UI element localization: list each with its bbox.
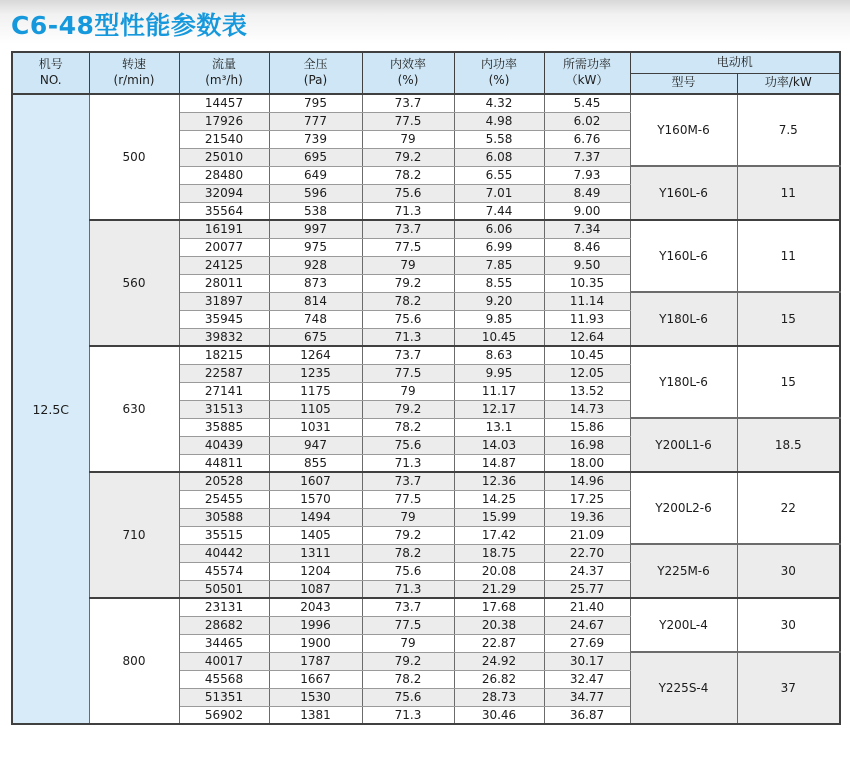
internal-power-cell: 13.1 [454,418,544,436]
required-power-cell: 12.64 [544,328,630,346]
internal-power-cell: 7.85 [454,256,544,274]
page-title: C6-48型性能参数表 [11,11,248,40]
flow-cell: 20528 [179,472,269,490]
flow-cell: 27141 [179,382,269,400]
col-header-internal-power [454,52,544,94]
internal-power-cell: 8.63 [454,346,544,364]
efficiency-cell: 73.7 [362,346,454,364]
efficiency-cell: 78.2 [362,292,454,310]
flow-cell: 30588 [179,508,269,526]
flow-cell: 35564 [179,202,269,220]
internal-power-cell: 15.99 [454,508,544,526]
machine-no-header-unit: NO. [39,73,62,87]
col-header-motor-power: 功率/kW [737,73,840,94]
header-row-1 [12,52,840,73]
internal-power-cell: 14.25 [454,490,544,508]
motor-model-cell: Y200L1-6 [630,418,737,472]
internal-power-cell: 9.20 [454,292,544,310]
efficiency-cell: 73.7 [362,220,454,238]
efficiency-cell: 77.5 [362,616,454,634]
internal-power-cell: 21.29 [454,580,544,598]
required-power-cell: 9.00 [544,202,630,220]
motor-power-cell: 11 [737,166,840,220]
required-power-cell: 17.25 [544,490,630,508]
flow-cell: 20077 [179,238,269,256]
internal-power-cell: 17.42 [454,526,544,544]
internal-power-cell: 20.08 [454,562,544,580]
required-power-cell: 36.87 [544,706,630,724]
motor-power-cell: 22 [737,472,840,544]
speed-cell: 560 [89,220,179,346]
efficiency-cell: 71.3 [362,706,454,724]
efficiency-cell: 79 [362,130,454,148]
motor-model-cell: Y180L-6 [630,292,737,346]
col-header-motor-model: 型号 [630,73,737,94]
required-power-cell: 6.76 [544,130,630,148]
internal-power-cell: 24.92 [454,652,544,670]
col-header-motor: 电动机 [630,52,840,73]
pressure-cell: 2043 [269,598,362,616]
internal-power-cell: 30.46 [454,706,544,724]
table-row [12,220,840,238]
flow-cell: 18215 [179,346,269,364]
motor-power-cell: 11 [737,220,840,292]
speed-cell: 800 [89,598,179,724]
internal-power-header-unit: (%) [488,73,510,87]
pressure-cell: 748 [269,310,362,328]
pressure-cell: 1607 [269,472,362,490]
required-power-header-label: 所需功率 [562,57,611,72]
motor-model-cell: Y225S-4 [630,652,737,724]
motor-power-cell: 37 [737,652,840,724]
motor-power-cell: 7.5 [737,94,840,166]
flow-cell: 14457 [179,94,269,112]
efficiency-cell: 71.3 [362,202,454,220]
required-power-cell: 21.40 [544,598,630,616]
flow-cell: 31513 [179,400,269,418]
required-power-cell: 25.77 [544,580,630,598]
required-power-cell: 24.37 [544,562,630,580]
speed-cell: 630 [89,346,179,472]
pressure-cell: 1494 [269,508,362,526]
motor-power-cell: 18.5 [737,418,840,472]
motor-model-cell: Y200L-4 [630,598,737,652]
table-header [12,52,840,94]
internal-power-cell: 14.03 [454,436,544,454]
col-header-required-power [544,52,630,94]
internal-power-cell: 12.17 [454,400,544,418]
efficiency-cell: 78.2 [362,418,454,436]
motor-power-cell: 15 [737,292,840,346]
required-power-cell: 32.47 [544,670,630,688]
required-power-cell: 6.02 [544,112,630,130]
internal-power-cell: 8.55 [454,274,544,292]
internal-power-cell: 14.87 [454,454,544,472]
efficiency-cell: 75.6 [362,184,454,202]
col-header-efficiency [362,52,454,94]
efficiency-header-label: 内效率 [389,57,426,72]
speed-header-unit: (r/min) [113,73,155,87]
required-power-cell: 34.77 [544,688,630,706]
flow-cell: 56902 [179,706,269,724]
flow-cell: 16191 [179,220,269,238]
pressure-header-label: 全压 [303,57,328,72]
speed-cell: 500 [89,94,179,220]
flow-cell: 40017 [179,652,269,670]
required-power-cell: 14.73 [544,400,630,418]
pressure-header-unit: (Pa) [303,73,328,87]
required-power-cell: 14.96 [544,472,630,490]
internal-power-cell: 11.17 [454,382,544,400]
pressure-cell: 928 [269,256,362,274]
flow-cell: 34465 [179,634,269,652]
efficiency-cell: 78.2 [362,670,454,688]
internal-power-cell: 6.55 [454,166,544,184]
internal-power-cell: 17.68 [454,598,544,616]
efficiency-cell: 79.2 [362,526,454,544]
required-power-cell: 15.86 [544,418,630,436]
flow-cell: 24125 [179,256,269,274]
pressure-cell: 1235 [269,364,362,382]
required-power-cell: 13.52 [544,382,630,400]
pressure-cell: 1667 [269,670,362,688]
required-power-cell: 5.45 [544,94,630,112]
flow-cell: 25010 [179,148,269,166]
efficiency-cell: 75.6 [362,562,454,580]
pressure-cell: 695 [269,148,362,166]
pressure-cell: 1175 [269,382,362,400]
internal-power-cell: 26.82 [454,670,544,688]
required-power-cell: 19.36 [544,508,630,526]
pressure-cell: 975 [269,238,362,256]
required-power-cell: 8.49 [544,184,630,202]
pressure-cell: 777 [269,112,362,130]
flow-cell: 35885 [179,418,269,436]
pressure-cell: 538 [269,202,362,220]
col-header-pressure [269,52,362,94]
efficiency-cell: 79 [362,382,454,400]
pressure-cell: 795 [269,94,362,112]
internal-power-cell: 4.32 [454,94,544,112]
table-body [12,94,840,724]
flow-cell: 28011 [179,274,269,292]
efficiency-cell: 73.7 [362,598,454,616]
flow-cell: 35515 [179,526,269,544]
table-row [12,346,840,364]
machine-no-header-label: 机号 [38,57,63,72]
required-power-header-unit: （kW） [565,73,609,87]
internal-power-cell: 4.98 [454,112,544,130]
motor-power-cell: 15 [737,346,840,418]
flow-cell: 45574 [179,562,269,580]
efficiency-cell: 79.2 [362,652,454,670]
efficiency-cell: 75.6 [362,688,454,706]
pressure-cell: 675 [269,328,362,346]
speed-header-label: 转速 [121,57,146,72]
efficiency-cell: 71.3 [362,328,454,346]
required-power-cell: 11.14 [544,292,630,310]
flow-cell: 40442 [179,544,269,562]
pressure-cell: 1031 [269,418,362,436]
pressure-cell: 873 [269,274,362,292]
internal-power-header-label: 内功率 [480,57,517,72]
efficiency-header-unit: (%) [397,73,419,87]
flow-cell: 40439 [179,436,269,454]
required-power-cell: 9.50 [544,256,630,274]
efficiency-cell: 79.2 [362,274,454,292]
flow-cell: 17926 [179,112,269,130]
pressure-cell: 1105 [269,400,362,418]
internal-power-cell: 22.87 [454,634,544,652]
internal-power-cell: 18.75 [454,544,544,562]
flow-cell: 28682 [179,616,269,634]
col-header-flow [179,52,269,94]
efficiency-cell: 71.3 [362,454,454,472]
pressure-cell: 596 [269,184,362,202]
required-power-cell: 21.09 [544,526,630,544]
flow-cell: 44811 [179,454,269,472]
pressure-cell: 1311 [269,544,362,562]
flow-cell: 21540 [179,130,269,148]
pressure-cell: 855 [269,454,362,472]
efficiency-cell: 73.7 [362,94,454,112]
pressure-cell: 1530 [269,688,362,706]
flow-cell: 31897 [179,292,269,310]
motor-power-cell: 30 [737,598,840,652]
pressure-cell: 1570 [269,490,362,508]
required-power-cell: 22.70 [544,544,630,562]
required-power-cell: 18.00 [544,454,630,472]
flow-cell: 28480 [179,166,269,184]
motor-power-cell: 30 [737,544,840,598]
performance-table [11,51,841,725]
flow-cell: 23131 [179,598,269,616]
efficiency-cell: 75.6 [362,310,454,328]
internal-power-cell: 7.01 [454,184,544,202]
required-power-cell: 27.69 [544,634,630,652]
internal-power-cell: 6.99 [454,238,544,256]
efficiency-cell: 79.2 [362,148,454,166]
pressure-cell: 1405 [269,526,362,544]
motor-model-cell: Y180L-6 [630,346,737,418]
efficiency-cell: 73.7 [362,472,454,490]
internal-power-cell: 9.85 [454,310,544,328]
pressure-cell: 649 [269,166,362,184]
required-power-cell: 30.17 [544,652,630,670]
page [0,6,850,725]
internal-power-cell: 28.73 [454,688,544,706]
required-power-cell: 7.34 [544,220,630,238]
efficiency-cell: 71.3 [362,580,454,598]
internal-power-cell: 10.45 [454,328,544,346]
flow-cell: 35945 [179,310,269,328]
required-power-cell: 10.35 [544,274,630,292]
col-header-machine-no [12,52,89,94]
required-power-cell: 11.93 [544,310,630,328]
required-power-cell: 10.45 [544,346,630,364]
required-power-cell: 24.67 [544,616,630,634]
efficiency-cell: 79 [362,508,454,526]
pressure-cell: 814 [269,292,362,310]
pressure-cell: 1900 [269,634,362,652]
internal-power-cell: 7.44 [454,202,544,220]
efficiency-cell: 79 [362,634,454,652]
motor-model-cell: Y225M-6 [630,544,737,598]
pressure-cell: 1787 [269,652,362,670]
flow-header-unit: (m³/h) [205,73,243,87]
motor-model-cell: Y200L2-6 [630,472,737,544]
required-power-cell: 16.98 [544,436,630,454]
table-row [12,94,840,112]
internal-power-cell: 5.58 [454,130,544,148]
motor-model-cell: Y160L-6 [630,220,737,292]
speed-cell: 710 [89,472,179,598]
efficiency-cell: 77.5 [362,112,454,130]
pressure-cell: 1996 [269,616,362,634]
efficiency-cell: 79 [362,256,454,274]
efficiency-cell: 79.2 [362,400,454,418]
internal-power-cell: 6.06 [454,220,544,238]
efficiency-cell: 77.5 [362,490,454,508]
flow-cell: 22587 [179,364,269,382]
efficiency-cell: 77.5 [362,364,454,382]
machine-no-cell: 12.5C [12,94,89,724]
flow-cell: 32094 [179,184,269,202]
internal-power-cell: 9.95 [454,364,544,382]
motor-model-cell: Y160L-6 [630,166,737,220]
efficiency-cell: 78.2 [362,544,454,562]
flow-cell: 45568 [179,670,269,688]
pressure-cell: 1381 [269,706,362,724]
internal-power-cell: 20.38 [454,616,544,634]
required-power-cell: 12.05 [544,364,630,382]
motor-model-cell: Y160M-6 [630,94,737,166]
pressure-cell: 997 [269,220,362,238]
flow-cell: 25455 [179,490,269,508]
col-header-speed [89,52,179,94]
required-power-cell: 7.93 [544,166,630,184]
table-row [12,472,840,490]
flow-header-label: 流量 [211,57,236,72]
pressure-cell: 1264 [269,346,362,364]
internal-power-cell: 12.36 [454,472,544,490]
required-power-cell: 7.37 [544,148,630,166]
pressure-cell: 739 [269,130,362,148]
pressure-cell: 947 [269,436,362,454]
internal-power-cell: 6.08 [454,148,544,166]
efficiency-cell: 77.5 [362,238,454,256]
flow-cell: 50501 [179,580,269,598]
efficiency-cell: 75.6 [362,436,454,454]
flow-cell: 39832 [179,328,269,346]
flow-cell: 51351 [179,688,269,706]
pressure-cell: 1087 [269,580,362,598]
required-power-cell: 8.46 [544,238,630,256]
table-row [12,598,840,616]
efficiency-cell: 78.2 [362,166,454,184]
pressure-cell: 1204 [269,562,362,580]
